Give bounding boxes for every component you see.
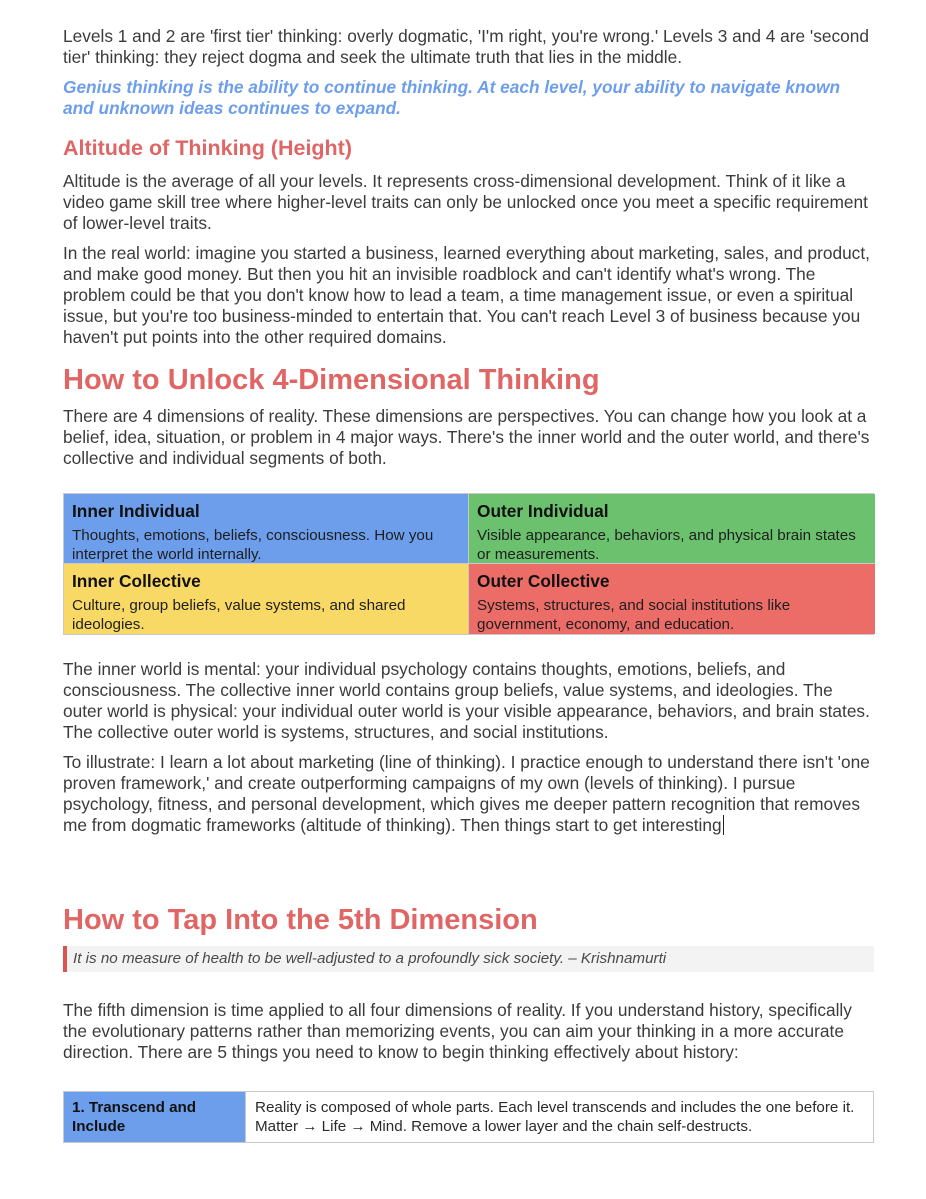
intro-paragraph: Levels 1 and 2 are 'first tier' thinking: overly dogmatic, 'I'm right, you're wrong.' Levels 3 and 4 are 'second tier' thinking: they reject dogma and seek the ultimate truth that lies in the middle. [63, 26, 869, 67]
quadrant-outer-collective [469, 564, 875, 634]
altitude-paragraph-2: In the real world: imagine you started a business, learned everything about marketing, sales, and product, and make good money. But then you hit an invisible roadblock and can't identify what's wrong. The problem could be that you don't know how to lead a team, a time management issue, or even a spiritual issue, but you're too business-minded to entertain that. You can't reach Level 3 of business because you haven't put points into the other required domains. [63, 243, 870, 347]
quadrant-title: Outer Collective [477, 571, 610, 591]
history-row-label: 1. Transcend and Include [64, 1092, 246, 1142]
quadrant-description: Systems, structures, and social institutions like government, economy, and education. [477, 597, 791, 633]
four-d-paragraph-2: The inner world is mental: your individual psychology contains thoughts, emotions, beliefs, and consciousness. The collective inner world contains group beliefs, value systems, and ideologies. The outer world is physical: your individual outer world is your visible appearance, behaviors, and brain states. The collective outer world is systems, structures, and social institutions. [63, 659, 870, 742]
blockquote: It is no measure of health to be well-adjusted to a profoundly sick society. – Krishnamurti [63, 946, 874, 972]
quadrant-title: Inner Individual [72, 501, 200, 521]
quadrant-title: Inner Collective [72, 571, 201, 591]
quadrant-title: Outer Individual [477, 501, 609, 521]
quadrant-table [63, 493, 874, 635]
text-cursor [723, 815, 725, 835]
history-row-text: Reality is composed of whole parts. Each level transcends and includes the one before it. Matter → Life → Mind. Remove a lower layer and the chain self-destructs. [255, 1099, 855, 1135]
quadrant-inner-collective [64, 564, 469, 634]
fifth-paragraph: The fifth dimension is time applied to all four dimensions of reality. If you understand history, specifically the evolutionary patterns rather than memorizing events, you can aim your thinking in a more accurate direction. There are 5 things you need to know to begin thinking effectively about history: [63, 1000, 852, 1062]
altitude-heading: Altitude of Thinking (Height) [63, 136, 353, 160]
paragraph-text: To illustrate: I learn a lot about marketing (line of thinking). I practice enough to understand there isn't 'one proven framework,' and create outperforming campaigns of my own (levels of thinking). I pursue psychology, fitness, and personal development, which gives me deeper pattern recognition that removes me from dogmatic frameworks (altitude of thinking). Then things start to get interesting [63, 752, 870, 835]
fifth-heading: How to Tap Into the 5th Dimension [63, 904, 538, 936]
four-d-heading: How to Unlock 4-Dimensional Thinking [63, 364, 600, 396]
four-d-paragraph-3[interactable] [63, 752, 873, 836]
four-d-paragraph-1: There are 4 dimensions of reality. These dimensions are perspectives. You can change how you look at a belief, idea, situation, or problem in 4 major ways. There's the inner world and the outer world, and there's collective and individual segments of both. [63, 406, 870, 468]
genius-callout: Genius thinking is the ability to continue thinking. At each level, your ability to navigate known and unknown ideas continues to expand. [63, 77, 841, 118]
quadrant-description: Culture, group beliefs, value systems, and shared ideologies. [72, 597, 406, 633]
quadrant-description: Visible appearance, behaviors, and physical brain states or measurements. [477, 527, 856, 563]
quadrant-description: Thoughts, emotions, beliefs, consciousness. How you interpret the world internally. [72, 527, 434, 563]
altitude-paragraph-1: Altitude is the average of all your levels. It represents cross-dimensional development. Think of it like a video game skill tree where higher-level traits can only be unlocked once you meet a specific requirement of lower-level traits. [63, 171, 868, 233]
quadrant-outer-individual [469, 494, 875, 564]
history-table [63, 1091, 874, 1143]
quadrant-inner-individual [64, 494, 469, 564]
